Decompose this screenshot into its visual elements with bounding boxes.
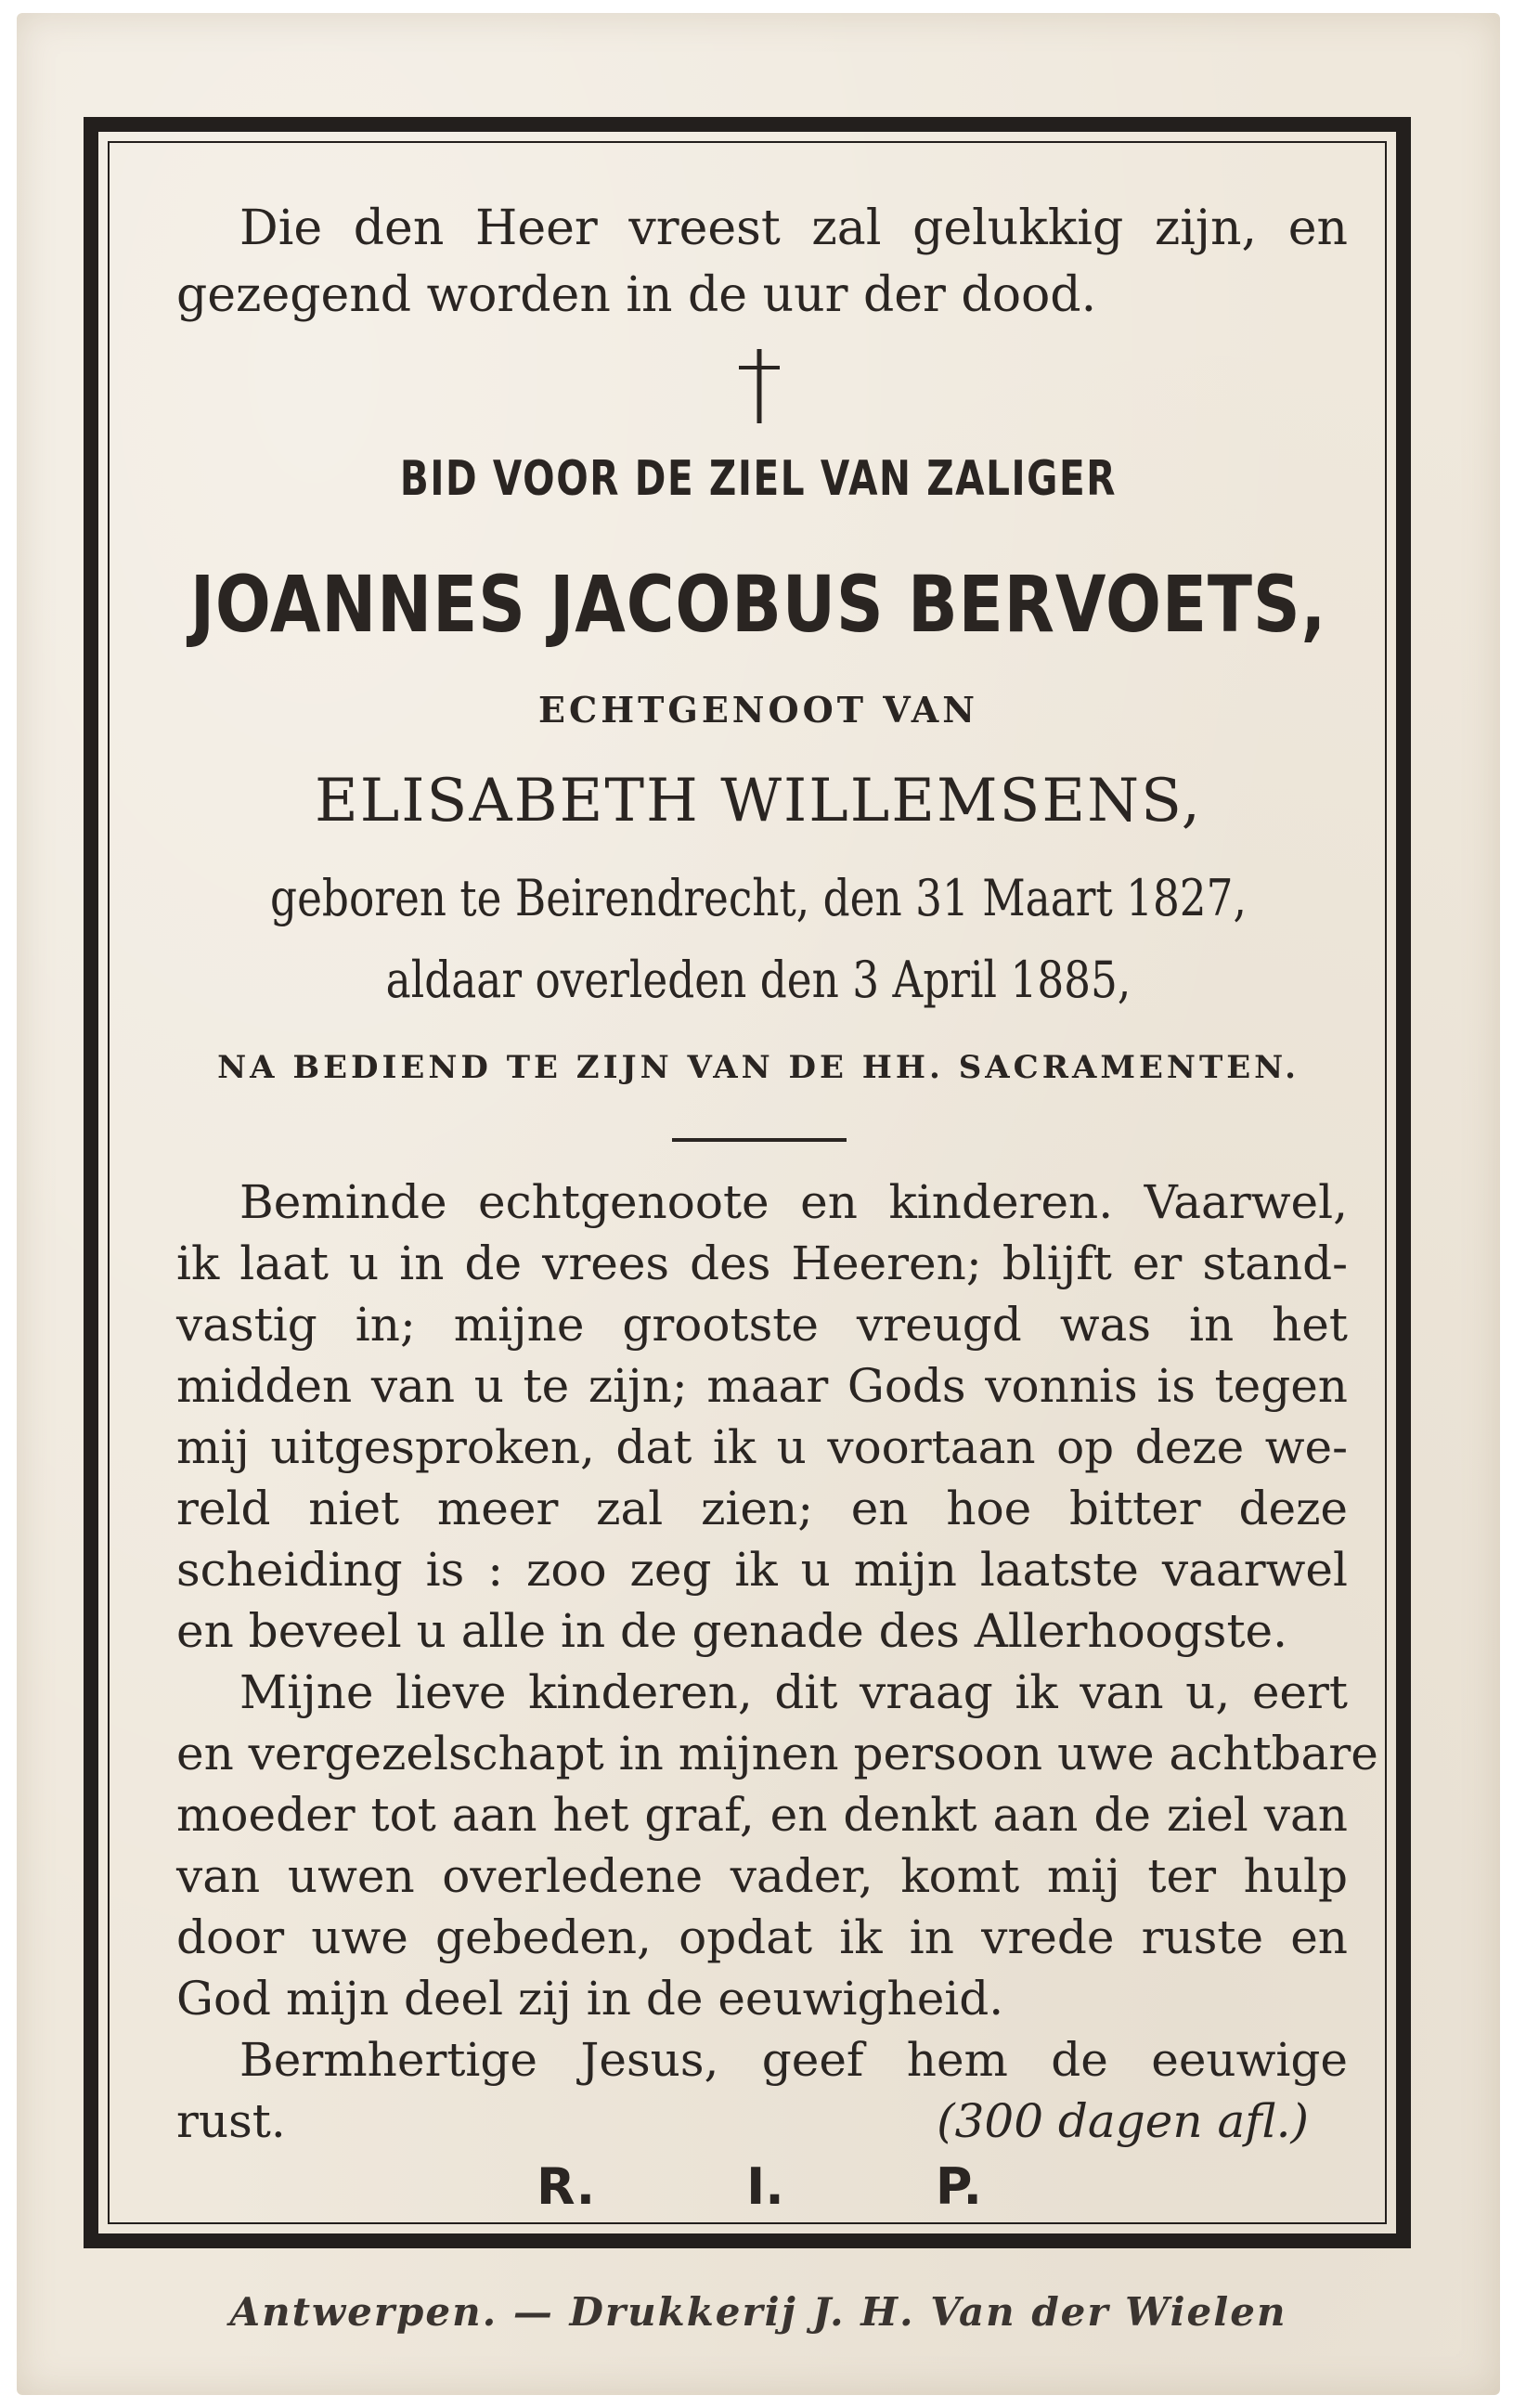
body-line: Mijne lieve kinderen, dit vraag ik van u, eert bbox=[239, 1665, 1348, 1719]
body-line: scheiding is : zoo zeg ik u mijn laatste vaarwel bbox=[176, 1543, 1348, 1597]
divider-rule bbox=[672, 1138, 847, 1142]
rip-letter: I. bbox=[746, 2157, 784, 2216]
sacraments-line: NA BEDIEND TE ZIJN VAN DE HH. SACRAMENTEN. bbox=[217, 1049, 1300, 1086]
body-line: reld niet meer zal zien; en hoe bitter deze bbox=[176, 1482, 1348, 1535]
printer-imprint: Antwerpen. — Drukkerij J. H. Van der Wielen bbox=[229, 2289, 1287, 2335]
death-line: aldaar overleden den 3 April 1885, bbox=[385, 951, 1132, 1009]
prayer-heading: BID VOOR DE ZIEL VAN ZALIGER bbox=[399, 451, 1118, 507]
rip-initials bbox=[537, 2157, 982, 2216]
motto-line-2: gezegend worden in de uur der dood. bbox=[176, 267, 1097, 323]
spouse-prefix: ECHTGENOOT VAN bbox=[538, 689, 978, 731]
motto-line-1: Die den Heer vreest zal gelukkig zijn, en bbox=[239, 201, 1348, 256]
rip-letter: R. bbox=[537, 2157, 596, 2216]
closing-word: rust. bbox=[176, 2094, 286, 2148]
prayer-card bbox=[17, 13, 1500, 2395]
scripture-motto bbox=[176, 195, 1348, 329]
body-line: en vergezelschapt in mijnen persoon uwe achtbare bbox=[176, 1727, 1378, 1780]
body-line: Bermhertige Jesus, geef hem de eeuwige bbox=[239, 2033, 1348, 2087]
body-line: vastig in; mijne grootste vreugd was in het bbox=[176, 1298, 1348, 1352]
closing-line bbox=[176, 2091, 1348, 2152]
rip-letter: P. bbox=[935, 2157, 982, 2216]
birth-line: geboren te Beirendrecht, den 31 Maart 1827, bbox=[270, 869, 1247, 927]
body-line: midden van u te zijn; maar Gods vonnis is tegen bbox=[176, 1359, 1348, 1413]
body-line: en beveel u alle in de genade des Allerhoogste. bbox=[176, 1604, 1288, 1658]
body-line: moeder tot aan het graf, en denkt aan de ziel van bbox=[176, 1788, 1348, 1842]
deceased-name: JOANNES JACOBUS BERVOETS, bbox=[189, 559, 1327, 650]
body-line: ik laat u in de vrees des Heeren; blijft er stand- bbox=[176, 1236, 1348, 1290]
farewell-text bbox=[176, 1172, 1378, 2152]
body-line: mij uitgesproken, dat ik u voortaan op deze we- bbox=[176, 1420, 1348, 1474]
indulgence-note: (300 dagen afl.) bbox=[937, 2094, 1309, 2148]
body-line: Beminde echtgenoote en kinderen. Vaarwel, bbox=[239, 1175, 1348, 1229]
body-line: God mijn deel zij in de eeuwigheid. bbox=[176, 1972, 1004, 2026]
spouse-name: ELISABETH WILLEMSENS, bbox=[315, 767, 1202, 835]
body-line: door uwe gebeden, opdat ik in vrede ruste en bbox=[176, 1910, 1348, 1964]
cross-icon bbox=[731, 345, 787, 425]
body-line: van uwen overledene vader, komt mij ter hulp bbox=[176, 1849, 1348, 1903]
